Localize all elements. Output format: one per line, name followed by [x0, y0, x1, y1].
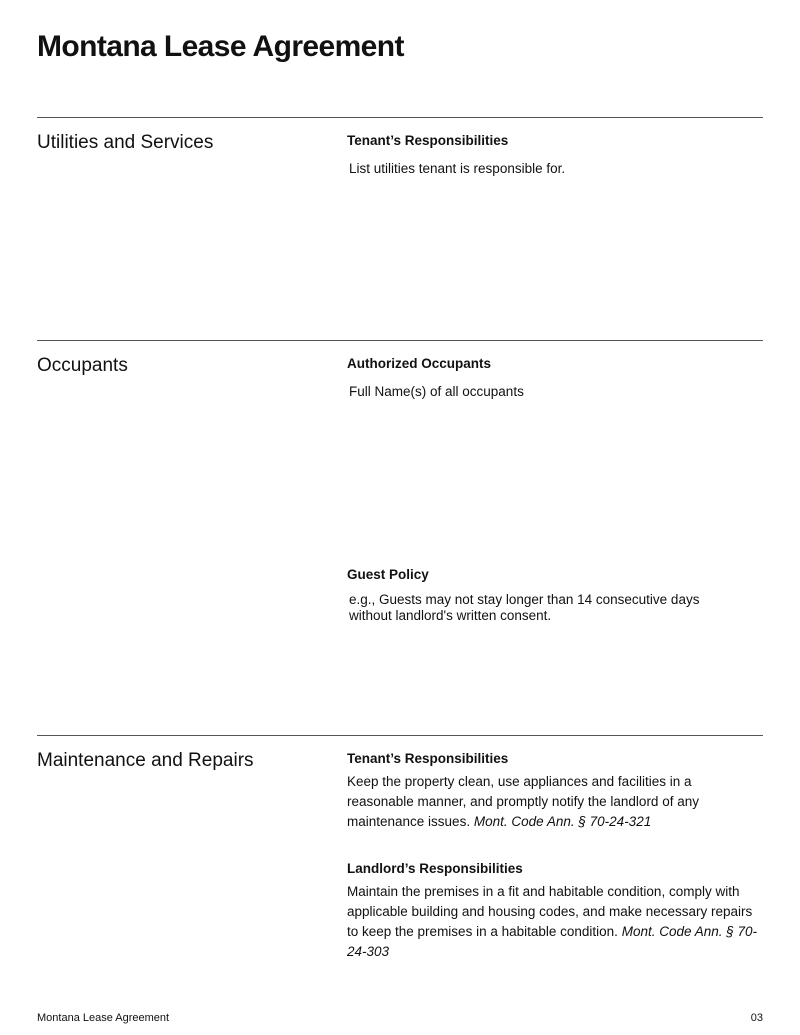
section-heading-maintenance: Maintenance and Repairs: [37, 750, 254, 771]
authorized-occupants-field[interactable]: Full Name(s) of all occupants: [349, 384, 524, 399]
maintenance-landlord-text: [347, 882, 762, 962]
section-divider: [37, 340, 763, 341]
section-heading-utilities: Utilities and Services: [37, 132, 214, 153]
footer-page-number: 03: [750, 1012, 763, 1024]
guest-policy-field[interactable]: e.g., Guests may not stay longer than 14 consecutive days without landlord's written consent.: [349, 592, 704, 623]
tenant-citation: Mont. Code Ann. § 70-24-321: [473, 814, 652, 829]
maintenance-tenant-label: Tenant’s Responsibilities: [347, 751, 509, 766]
section-divider: [37, 735, 763, 736]
maintenance-landlord-label: Landlord’s Responsibilities: [347, 861, 523, 876]
footer-document-name: Montana Lease Agreement: [37, 1012, 170, 1024]
authorized-occupants-label: Authorized Occupants: [347, 356, 492, 371]
document-title: Montana Lease Agreement: [37, 30, 404, 63]
tenant-responsibilities-text: Keep the property clean, use appliances and facilities in a reasonable manner, and promptly notify the landlord of any maintenance issues.: [347, 774, 699, 829]
landlord-citation: Mont. Code Ann. § 70-24-303: [347, 924, 758, 959]
section-divider: [37, 117, 763, 118]
section-heading-occupants: Occupants: [37, 355, 128, 376]
maintenance-tenant-text: [347, 772, 762, 832]
utilities-tenant-field[interactable]: List utilities tenant is responsible for.: [349, 161, 566, 176]
landlord-responsibilities-text: Maintain the premises in a fit and habitable condition, comply with applicable building and housing codes, and make necessary repairs to keep the premises in a habitable condition.: [347, 884, 753, 939]
utilities-tenant-label: Tenant’s Responsibilities: [347, 133, 509, 148]
guest-policy-label: Guest Policy: [347, 567, 429, 582]
